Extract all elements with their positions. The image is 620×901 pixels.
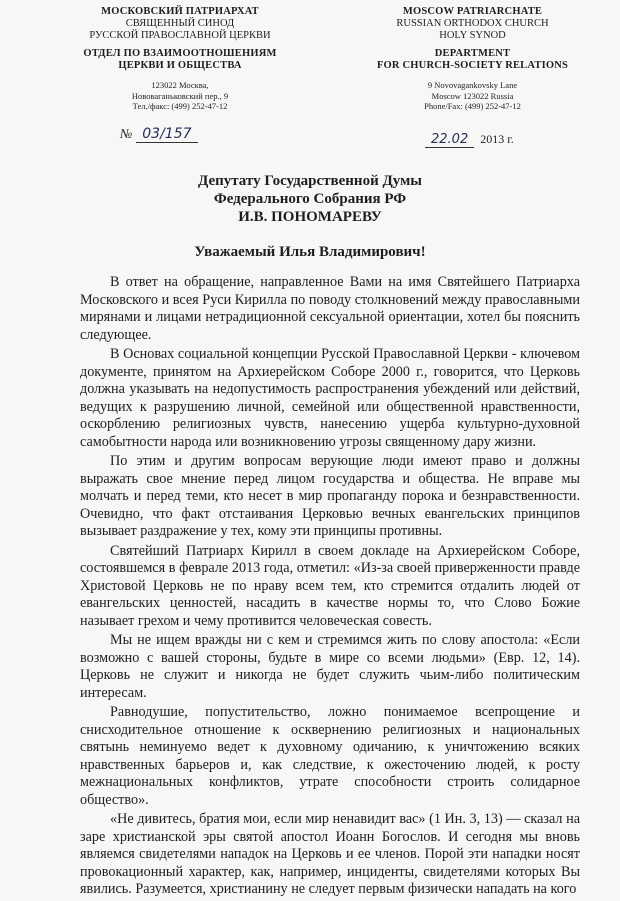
letter-date <box>425 132 514 147</box>
dept-line-1: ОТДЕЛ ПО ВЗАИМООТНОШЕНИЯМ <box>83 48 277 59</box>
paragraph: «Не дивитесь, братия мои, если мир ненавидит вас» (1 Ин. 3, 13) — сказал на заре христианской эры святой апостол Иоанн Богослов. И сегодня мы вновь являемся свидетелями нападок на Церковь и ее членов. Порой эти нападки носят провокационный характер, как, например, инциденты, свидетелями которых Вы явились. Разумеется, христианину не следует первым физически нападать на кого <box>80 811 580 897</box>
addressee-block <box>0 172 620 226</box>
org-line-3: РУССКОЙ ПРАВОСЛАВНОЙ ЦЕРКВИ <box>89 30 271 41</box>
paragraph: Равнодушие, попустительство, ложно понимаемое всепрощение и снисходительное отношение к осквернению религиозных и национальных святынь неминуемо ведет к духовному одичанию, к уничтожению всяких нравственных барьеров и, как следствие, к ожесточению людей, к росту межнациональных конфликтов, утрате способности строить солидарное общество». <box>80 704 580 808</box>
addressee-line-1: Депутату Государственной Думы <box>197 173 423 189</box>
address-line-2: Нововаганьковский пер., 9 <box>131 90 229 101</box>
addressee-line-3: И.В. ПОНОМАРЕВУ <box>238 209 382 225</box>
dept-line-2: ЦЕРКВИ И ОБЩЕСТВА <box>118 60 242 71</box>
paragraph: В ответ на обращение, направленное Вами на имя Святейшего Патриарха Московского и всея Руси Кирилла по поводу столкновений между православными мирянами и лицами нетрадиционной сексуальной ориентации, хотел бы пояснить следующее. <box>80 274 580 343</box>
letterhead-english <box>350 6 595 112</box>
address-block <box>350 80 595 112</box>
reference-number <box>120 126 198 142</box>
letter-body <box>80 274 580 901</box>
address-line-1: 9 Novovagankovsky Lane <box>427 80 518 90</box>
date-day-month: 22.02 <box>425 132 474 148</box>
paragraph: Мы не ищем вражды ни с кем и стремимся жить по слову апостола: «Если возможно с вашей стороны, будьте в мире со всеми людьми» (Евр. 12, 14). Церковь не служит и никогда не будет служить чьим-либо политическим интересам. <box>80 632 580 701</box>
greeting: Уважаемый Илья Владимирович! <box>194 244 426 260</box>
org-line-2: RUSSIAN ORTHODOX CHURCH <box>396 18 549 29</box>
address-block <box>60 80 300 112</box>
org-line-2: СВЯЩЕННЫЙ СИНОД <box>125 18 235 29</box>
date-year: 2013 г. <box>480 132 514 146</box>
address-line-1: 123022 Москва, <box>151 80 209 90</box>
reference-label: № <box>120 126 133 141</box>
paragraph: По этим и другим вопросам верующие люди имеют право и должны выражать свое мнение перед лицом государства и общества. Не вправе мы молчать и перед теми, кто несет в мир пропаганду порока и безнравственности. Очевидно, что факт отстаивания Церковью вечных евангельских принципов вызывает раздражение у тех, кому эти принципы противны. <box>80 453 580 539</box>
org-line-1: МОСКОВСКИЙ ПАТРИАРХАТ <box>101 6 259 17</box>
paragraph: В Основах социальной концепции Русской Православной Церкви - ключевом документе, принятом на Архиерейском Соборе 2000 г., говорится, что Церковь должна указывать на недопустимость распространения убеждений или действий, ведущих к разрушению личной, семейной или общественной нравственности, оскорблению религиозных чувств, нанесению ущерба культурно-духовной самобытности народа или возникновению угрозы священному дару жизни. <box>80 346 580 450</box>
letterhead-russian <box>60 6 300 112</box>
address-line-2: Moscow 123022 Russia <box>431 90 514 101</box>
dept-line-1: DEPARTMENT <box>434 48 511 59</box>
addressee-line-2: Федерального Собрания РФ <box>213 191 407 207</box>
org-line-1: MOSCOW PATRIARCHATE <box>402 6 543 17</box>
address-line-3: Phone/Fax: (499) 252-47-12 <box>424 101 521 111</box>
dept-line-2: FOR CHURCH-SOCIETY RELATIONS <box>376 60 569 71</box>
address-line-3: Тел./факс: (499) 252-47-12 <box>132 101 228 111</box>
reference-value: 03/157 <box>136 126 197 143</box>
paragraph: Святейший Патриарх Кирилл в своем докладе на Архиерейском Соборе, состоявшемся в феврале 2013 года, отметил: «Из-за своей приверженности правде Христовой Церковь не по нраву всем тем, кто стремится отдалить людей от евангельских ценностей, насадить в качестве нормы то, что Слово Божие называет грехом и чему противится человеческая совесть. <box>80 542 580 629</box>
org-line-3: HOLY SYNOD <box>439 30 506 41</box>
letterhead <box>0 6 620 156</box>
